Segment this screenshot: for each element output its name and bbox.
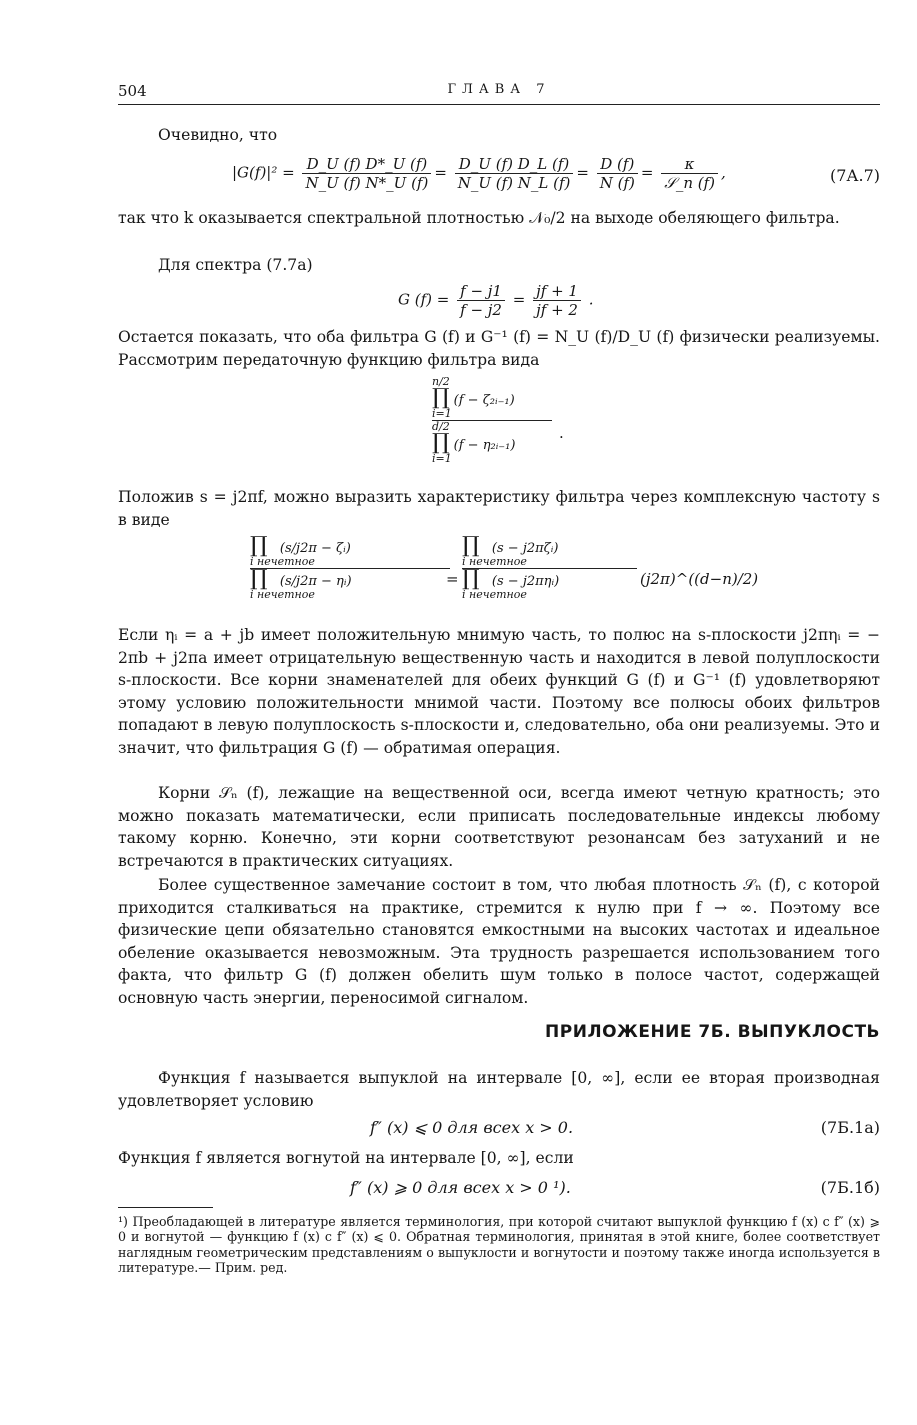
paragraph-remark: Более существенное замечание состоит в том, что любая плотность 𝒮ₙ (f), с которой приходится сталкиваться на практике, стремится к нулю при f → ∞. Поэтому все физические цепи обязательно становятся емкостными на высоких частотах и идеальное обеление оказывается невозможным. Эта трудность разрешается использованием того факта, что фильтр G (f) должен обелить шум только в полосе частот, содержащей основную часть энергии, переносимой сигналом. (118, 876, 880, 1007)
header-rule (118, 104, 880, 105)
numerator: (f − ζ₂ᵢ₋₁) (453, 393, 515, 408)
denominator: (s/j2π − ηᵢ) (279, 574, 352, 589)
product-subscript: i нечетное (250, 588, 315, 601)
denominator: f − j2 (460, 301, 502, 319)
equation-number: (7Б.1б) (820, 1178, 880, 1197)
denominator: 𝒮_n (f) (664, 174, 715, 192)
footnote: ¹) Преобладающей в литературе является терминология, при которой считают выпуклой функцию f (x) с f″ (x) ⩾ 0 и вогнутой — функцию f (x) с f″ (x) ⩽ 0. Обратная терминология, принятая в этой книге, более соответствует наглядным геометрическим представлениям о выпуклости и вогнутости и поэтому также иногда используется в литературе.— Прим. ред. (118, 1214, 880, 1275)
numerator: (s/j2π − ζᵢ) (279, 541, 351, 556)
paragraph-roots: Корни 𝒮ₙ (f), лежащие на вещественной оси, всегда имеют четную кратность; это можно показать математически, если приписать последовательные индексы любому такому корню. Конечно, эти корни соответствуют резонансам без затуханий и не встречаются в практических ситуациях. (118, 784, 880, 870)
paragraph-realizable: Остается показать, что оба фильтра G (f) и G⁻¹ (f) = N_U (f)/D_U (f) физически реализуемы. Рассмотрим передаточную функцию фильтра вида (118, 328, 880, 369)
fraction (533, 282, 581, 319)
fraction (597, 155, 638, 192)
fraction (457, 282, 505, 319)
equation-7b1b: f″ (x) ⩾ 0 для всех x > 0 ¹). (350, 1178, 571, 1197)
upper-limit: n/2 (432, 375, 450, 388)
equation-product-ratio: n/2 ∏ (f − ζ₂ᵢ₋₁) i=1 d/2 ∏ (f − η₂ᵢ₋₁) i=1 (432, 376, 552, 465)
numerator: jf + 1 (533, 282, 581, 301)
equation-lhs: |G(f)|² = (232, 163, 295, 182)
denominator: N_U (f) N*_U (f) (305, 174, 429, 192)
product-subscript: i нечетное (250, 556, 450, 569)
equation-spectrum: G (f) = $\frac{f - j1}{f - j2}$ = $\frac{jf + 1}{jf + 2}$ . (398, 282, 594, 319)
page-number: 504 (118, 82, 147, 100)
numerator: (s − j2πζᵢ) (491, 541, 559, 556)
equation-product-right: ∏ (s − j2πζᵢ) i нечетное ∏ (s − j2πηᵢ) i нечетное (462, 536, 637, 601)
equation-lhs: G (f) = (398, 290, 450, 309)
chapter-title: ГЛАВА 7 (447, 82, 551, 97)
denominator: (f − η₂ᵢ₋₁) (453, 438, 516, 453)
paragraph-s-plane: Положив s = j2πf, можно выразить характеристику фильтра через комплексную частоту s в виде (118, 488, 880, 529)
fraction (455, 155, 574, 192)
paragraph-poles: Если ηᵢ = a + jb имеет положительную мнимую часть, то полюс на s-плоскости j2πηᵢ = − 2πb + j2πa имеет отрицательную вещественную часть и находится в левой полуплоскости s-плоскости. Все корни знаменателей для обеих функций G (f) и G⁻¹ (f) удовлетворяют этому условию положительности мнимой части. Поэтому все полюсы обоих фильтров попадают в левую полуплоскость s-плоскости и, следовательно, оба они реализуемы. Это и значит, что фильтрация G (f) — обратимая операция. (118, 626, 880, 757)
fraction (661, 155, 718, 192)
paragraph-obviously: Очевидно, что (158, 126, 278, 144)
denominator: jf + 2 (536, 301, 578, 319)
equals-sign: = (512, 290, 526, 309)
equation-product-left: ∏ (s/j2π − ζᵢ) i нечетное ∏ (s/j2π − ηᵢ) i нечетное (250, 536, 450, 601)
paragraph-convex-def: Функция f называется выпуклой на интервале [0, ∞], если ее вторая производная удовлетворяет условию (118, 1069, 880, 1110)
paragraph-concave-def: Функция f является вогнутой на интервале [0, ∞], если (118, 1149, 574, 1167)
numerator: κ (661, 155, 718, 174)
period: . (559, 424, 564, 442)
running-header (118, 82, 880, 104)
product-subscript: i нечетное (462, 588, 527, 601)
fraction (302, 155, 431, 192)
upper-limit: d/2 (432, 420, 450, 433)
numerator: f − j1 (457, 282, 505, 301)
denominator: (s − j2πηᵢ) (491, 574, 560, 589)
numerator: D (f) (597, 155, 638, 174)
equation-tail: (j2π)^((d−n)/2) (640, 570, 759, 588)
paragraph-spectral: так что k оказывается спектральной плотностью 𝒩₀/2 на выходе обеляющего фильтра. (118, 209, 840, 227)
equation-7b1a: f″ (x) ⩽ 0 для всех x > 0. (370, 1118, 574, 1137)
denominator: N_U (f) N_L (f) (457, 174, 571, 192)
numerator: D_U (f) D_L (f) (455, 155, 574, 174)
equation-7a7: |G(f)|² = $\frac{D\_U (f) D*\_U (f)}{N\_U (f) N*\_U (f)}$ = $\frac{D\_U (f) D\_L (f)}{N\_U (f) N\_L (f)}$ = $\frac{D (f)}{N (f)}$ = $\frac{\kappa}{\text{𝒮\_n (f)}}$ , (232, 155, 726, 192)
product-subscript: i нечетное (462, 556, 637, 569)
denominator: N (f) (599, 174, 635, 192)
lower-limit: i=1 (432, 408, 552, 421)
numerator: D_U (f) D*_U (f) (302, 155, 431, 174)
equals-sign: = (446, 570, 459, 588)
lower-limit: i=1 (432, 452, 452, 465)
section-title: ПРИЛОЖЕНИЕ 7Б. ВЫПУКЛОСТЬ (545, 1022, 880, 1042)
equation-number: (7Б.1а) (820, 1118, 880, 1137)
footnote-rule (118, 1207, 213, 1208)
equation-number: (7А.7) (829, 166, 880, 185)
paragraph-for-spectrum: Для спектра (7.7а) (158, 256, 313, 274)
